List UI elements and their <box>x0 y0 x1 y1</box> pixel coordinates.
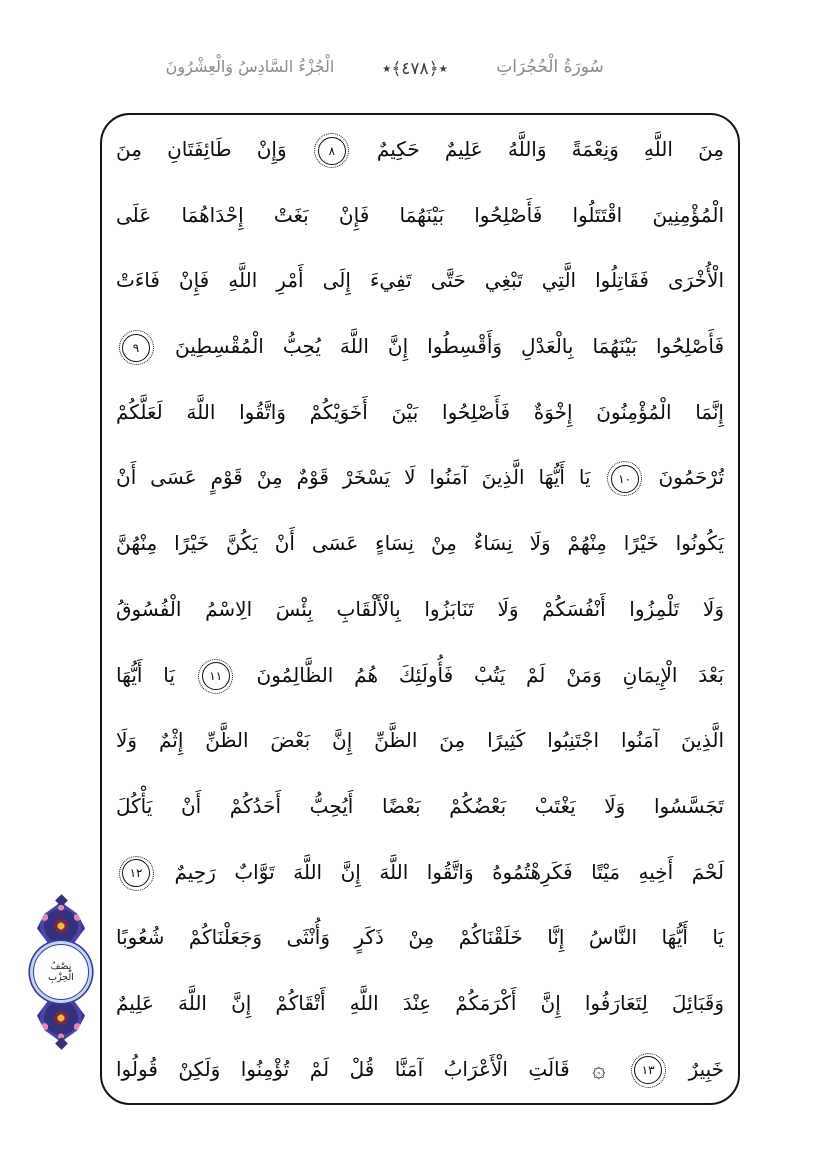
ayah-end-marker: ١٢ <box>122 859 150 887</box>
quran-line <box>116 314 724 380</box>
hizb-marker-ornament <box>26 884 96 1060</box>
quran-line <box>116 511 724 577</box>
juz-title: الْجُزْءُ السَّادِسُ وَالْعِشْرُونَ <box>165 57 335 76</box>
quran-line <box>116 445 724 511</box>
ayah-end-marker: ٨ <box>318 137 346 165</box>
hizb-marker-label <box>33 944 89 1000</box>
verse-text: يَكُونُوا خَيْرًا مِنْهُمْ وَلَا نِسَاءٌ مِنْ نِسَاءٍ عَسَى أَنْ يَكُنَّ خَيْرًا مِنْهُنَّ <box>116 531 724 556</box>
ornament-finial-icon <box>55 1037 68 1050</box>
ornament-lobe-icon <box>37 902 85 950</box>
quran-line <box>116 840 724 906</box>
verse-text: قَالَتِ الْأَعْرَابُ آمَنَّا قُلْ لَمْ تُؤْمِنُوا وَلَكِنْ قُولُوا <box>116 1056 570 1081</box>
quran-line <box>116 248 724 314</box>
mushaf-text <box>116 117 724 1102</box>
text-frame <box>100 113 740 1105</box>
quran-line <box>116 577 724 643</box>
verse-text: وَلَا تَلْمِزُوا أَنْفُسَكُمْ وَلَا تَنَابَزُوا بِالْأَلْقَابِ بِئْسَ الِاسْمُ الْفُسُوقُ <box>116 596 724 621</box>
quran-line <box>116 905 724 971</box>
hizb-label-line1: نِصْفُ <box>50 960 72 972</box>
verse-text: لَحْمَ أَخِيهِ مَيْتًا فَكَرِهْتُمُوهُ وَاتَّقُوا اللَّهَ إِنَّ اللَّهَ تَوَّابٌ رَحِيمٌ <box>174 859 725 884</box>
verse-text: بَعْدَ الْإِيمَانِ وَمَنْ لَمْ يَتُبْ فَأُولَئِكَ هُمُ الظَّالِمُونَ <box>256 662 725 687</box>
verse-text: الْمُؤْمِنِينَ اقْتَتَلُوا فَأَصْلِحُوا بَيْنَهُمَا فَإِنْ بَغَتْ إِحْدَاهُمَا عَلَى <box>116 202 724 227</box>
verse-text: فَأَصْلِحُوا بَيْنَهُمَا بِالْعَدْلِ وَأَقْسِطُوا إِنَّ اللَّهَ يُحِبُّ الْمُقْسِطِينَ <box>175 334 725 359</box>
quran-line <box>116 971 724 1037</box>
quran-line <box>116 1037 724 1103</box>
quran-line <box>116 183 724 249</box>
hizb-label-line2: الْحِزْبِ <box>48 972 74 983</box>
verse-text: تُرْحَمُونَ <box>658 465 725 490</box>
quran-line <box>116 774 724 840</box>
quran-line <box>116 708 724 774</box>
verse-text: الْأُخْرَى فَقَاتِلُوا الَّتِي تَبْغِي حَتَّى تَفِيءَ إِلَى أَمْرِ اللَّهِ فَإِنْ فَاءَتْ <box>116 268 724 293</box>
ayah-end-marker: ١١ <box>202 662 230 690</box>
verse-text: إِنَّمَا الْمُؤْمِنُونَ إِخْوَةٌ فَأَصْلِحُوا بَيْنَ أَخَوَيْكُمْ وَاتَّقُوا اللَّهَ لَعَلَّكُمْ <box>116 399 724 424</box>
rub-el-hizb-icon: ۞ <box>592 1056 606 1083</box>
ayah-end-marker: ١٠ <box>611 465 639 493</box>
quran-line <box>116 380 724 446</box>
surah-title: سُورَةُ الْحُجُرَاتِ <box>496 57 604 77</box>
ayah-end-marker: ١٣ <box>634 1056 662 1084</box>
verse-text: خَبِيرٌ <box>688 1056 725 1081</box>
verse-text: تَجَسَّسُوا وَلَا يَغْتَبْ بَعْضُكُمْ بَعْضًا أَيُحِبُّ أَحَدُكُمْ أَنْ يَأْكُلَ <box>116 793 724 818</box>
quran-line <box>116 117 724 183</box>
verse-text: يَا أَيُّهَا النَّاسُ إِنَّا خَلَقْنَاكُمْ مِنْ ذَكَرٍ وَأُنْثَى وَجَعَلْنَاكُمْ شُعُوبًا <box>116 925 724 950</box>
ayah-end-marker: ٩ <box>122 334 150 362</box>
verse-text: وَقَبَائِلَ لِتَعَارَفُوا إِنَّ أَكْرَمَكُمْ عِنْدَ اللَّهِ أَتْقَاكُمْ إِنَّ اللَّهَ عَلِيمٌ <box>116 990 724 1015</box>
verse-text: يَا أَيُّهَا الَّذِينَ آمَنُوا لَا يَسْخَرْ قَوْمٌ مِنْ قَوْمٍ عَسَى أَنْ <box>116 465 591 490</box>
quran-line <box>116 643 724 709</box>
verse-text: يَا أَيُّهَا <box>116 662 175 687</box>
verse-text: وَإِنْ طَائِفَتَانِ مِنَ <box>116 137 287 161</box>
ornament-lobe-icon <box>37 994 85 1042</box>
verse-text: مِنَ اللَّهِ وَنِعْمَةً وَاللَّهُ عَلِيمٌ حَكِيمٌ <box>376 137 725 161</box>
verse-text: الَّذِينَ آمَنُوا اجْتَنِبُوا كَثِيرًا مِنَ الظَّنِّ إِنَّ بَعْضَ الظَّنِّ إِثْمٌ وَلَا <box>116 728 724 753</box>
page-number: ٭﴿٤٧٨﴾٭ <box>382 59 448 79</box>
